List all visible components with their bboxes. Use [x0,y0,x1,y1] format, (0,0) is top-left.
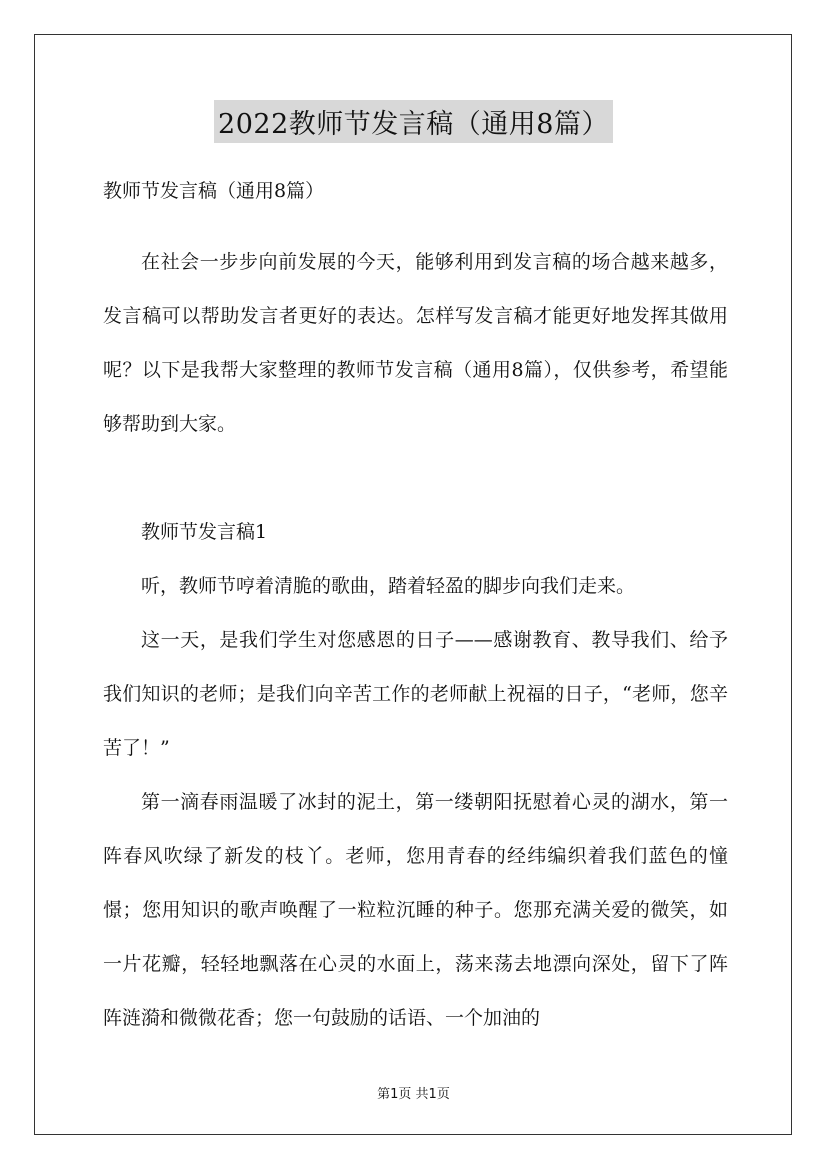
body-paragraph-2: 这一天，是我们学生对您感恩的日子——感谢教育、教导我们、给予我们知识的老师；是我们向辛苦工作的老师献上祝福的日子，“老师，您辛苦了！” [103,629,728,759]
document-body [103,175,728,1045]
document-title: 2022教师节发言稿（通用8篇） [214,100,613,143]
section-heading: 教师节发言稿1 [141,521,268,543]
document-subtitle: 教师节发言稿（通用8篇） [103,180,325,202]
spacer [103,451,728,505]
body-paragraph-3: 第一滴春雨温暖了冰封的泥土，第一缕朝阳抚慰着心灵的湖水，第一阵春风吹绿了新发的枝丫。老师，您用青春的经纬编织着我们蓝色的憧憬；您用知识的歌声唤醒了一粒粒沉睡的种子。您那充满关爱的微笑，如一片花瓣，轻轻地飘落在心灵的水面上，荡来荡去地漂向深处，留下了阵阵涟漪和微微花香；您一句鼓励的话语、一个加油的 [103,791,728,1029]
document-title-wrapper [0,100,827,143]
body-paragraph-1: 听，教师节哼着清脆的歌曲，踏着轻盈的脚步向我们走来。 [141,575,636,597]
page-footer: 第1页 共1页 [377,1087,450,1102]
intro-paragraph: 在社会一步步向前发展的今天，能够利用到发言稿的场合越来越多，发言稿可以帮助发言者更好的表达。怎样写发言稿才能更好地发挥其做用呢？以下是我帮大家整理的教师节发言稿（通用8篇），仅供参考，希望能够帮助到大家。 [103,251,728,435]
